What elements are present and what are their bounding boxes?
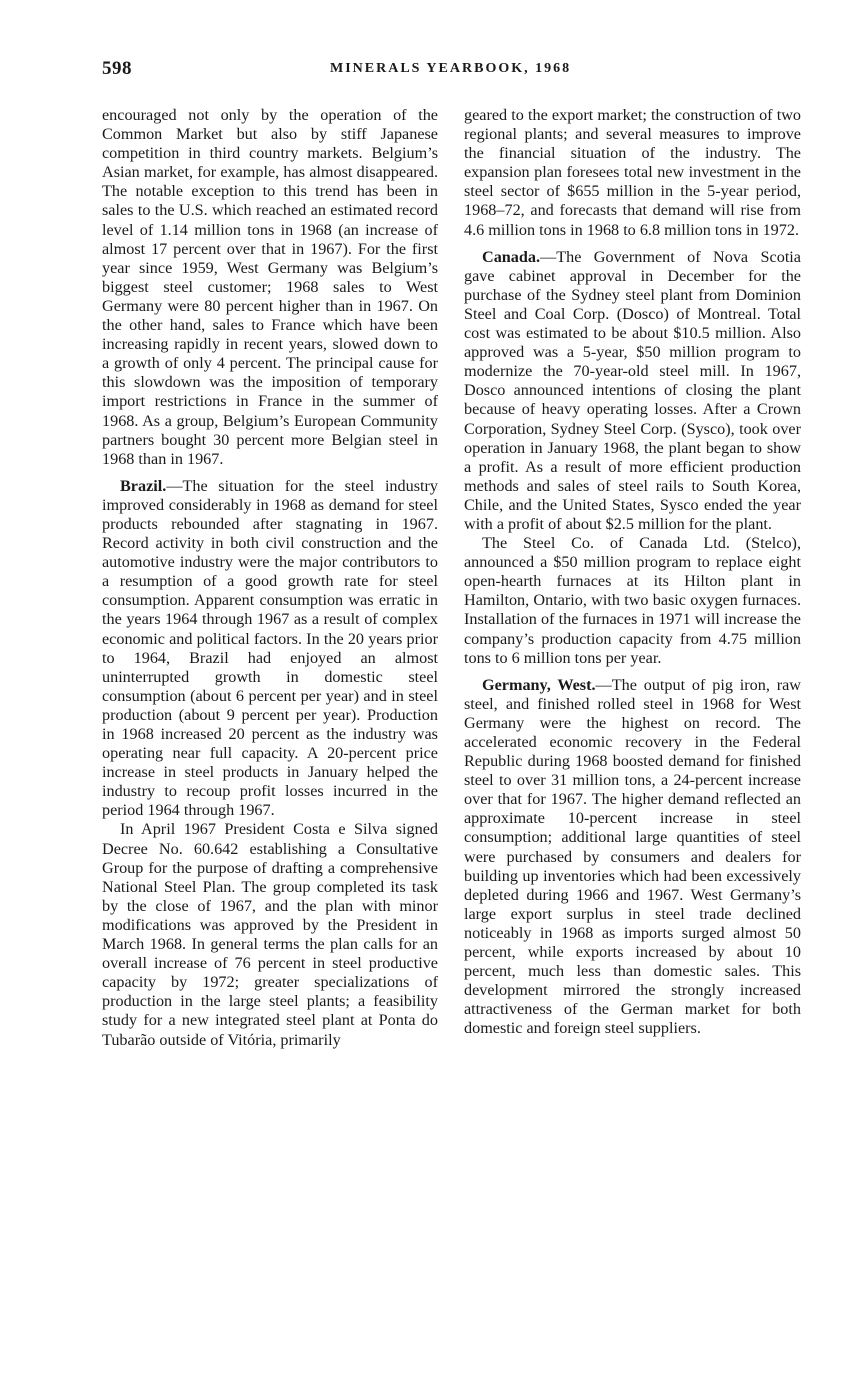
paragraph-brazil-text: —The situation for the steel industry improved considerably in 1968 as demand for steel products rebounded after stagnating in 1967. Record activity in both civil construction and the automotive industry were the major contributors to a resumption of a good growth rate for steel consumption. Apparent consumption was erratic in the years 1964 through 1967 as a result of complex economic and political factors. In the 20 years prior to 1964, Brazil had enjoyed an almost uninterrupted growth in domestic steel consumption (about 6 percent per year) and in steel production (about 9 percent per year). Production in 1968 increased 20 percent as the industry was operating near full capacity. A 20-percent price increase in steel products in January helped the industry to recoup profit losses incurred in the period 1964 through 1967. <box>102 476 438 820</box>
left-column <box>102 106 438 1050</box>
section-heading-canada: Canada. <box>482 247 541 266</box>
paragraph-stelco: The Steel Co. of Canada Ltd. (Stelco), announced a $50 million program to replace eight open-hearth furnaces at its Hilton plant in Hamilton, Ontario, with two basic oxygen furnaces. Installation of the furnaces in 1971 will increase the company’s production capacity from 4.75 million tons to 6 million tons per year. <box>464 534 801 667</box>
paragraph-germany-west-text: —The output of pig iron, raw steel, and finished rolled steel in 1968 for West Germany were the highest on record. The accelerated economic recovery in the Federal Republic during 1968 boosted demand for finished steel to over 31 million tons, a 24-percent increase over that for 1967. The higher demand reflected an approximate 10-percent increase in steel consumption; additional large quantities of steel were purchased by consumers and dealers for building up inventories which had been excessively depleted during 1966 and 1967. West Germany’s large export surplus in steel trade declined noticeably in 1968 as imports surged almost 50 percent, while exports increased by about 10 percent, much less than domestic sales. This development mirrored the strongly increased attractiveness of the German market for both domestic and foreign steel suppliers. <box>464 675 801 1038</box>
section-heading-brazil: Brazil. <box>120 476 167 495</box>
paragraph-brazil-continued: geared to the export market; the construction of two regional plants; and several measures to improve the financial situation of the industry. The expansion plan foresees total new investment in the steel sector of $655 million in the 5-year period, 1968–72, and forecasts that demand will rise from 4.6 million tons in 1968 to 6.8 million tons in 1972. <box>464 106 801 239</box>
page-header <box>102 58 802 82</box>
right-column <box>464 106 801 1039</box>
running-title: MINERALS YEARBOOK, 1968 <box>330 61 572 76</box>
section-heading-germany-west: Germany, West. <box>482 675 596 694</box>
paragraph-canada-text: —The Government of Nova Scotia gave cabinet approval in December for the purchase of the Sydney steel plant from Dominion Steel and Coal Corp. (Dosco) of Montreal. Total cost was estimated to be about $10.5 million. Also approved was a 5-year, $50 million program to modernize the 70-year-old steel mill. In 1967, Dosco announced intentions of closing the plant because of heavy operating losses. After a Crown Corporation, Sydney Steel Corp. (Sysco), took over operation in January 1968, the plant began to show a profit. As a result of more efficient production methods and sales of steel rails to South Korea, Chile, and the United States, Sysco ended the year with a profit of about $2.5 million for the plant. <box>464 247 801 533</box>
page-number: 598 <box>102 58 132 79</box>
paragraph-belgium-continued: encouraged not only by the operation of the Common Market but also by stiff Japanese competition in third country markets. Belgium’s Asian market, for example, has almost disappeared. The notable exception to this trend has been in sales to the U.S. which reached an estimated record level of 1.14 million tons in 1968 (an increase of almost 17 percent over that in 1967). For the first year since 1959, West Germany was Belgium’s biggest steel customer; 1968 sales to West Germany were 80 percent higher than in 1967. On the other hand, sales to France which have been increasing rapidly in recent years, slowed down to a growth of only 4 percent. The principal cause for this slowdown was the imposition of temporary import restrictions in France in the summer of 1968. As a group, Belgium’s European Community partners bought 30 percent more Belgian steel in 1968 than in 1967. <box>102 106 438 468</box>
paragraph-brazil <box>102 477 438 821</box>
paragraph-canada <box>464 248 801 534</box>
paragraph-brazil-plan: In April 1967 President Costa e Silva signed Decree No. 60.642 establishing a Consultative Group for the purpose of drafting a comprehensive National Steel Plan. The group completed its task by the close of 1967, and the plan with minor modifications was approved by the President in March 1968. In general terms the plan calls for an overall increase of 76 percent in steel productive capacity by 1972; greater specializations of production in the large steel plants; a feasibility study for a new integrated steel plant at Ponta do Tubarão outside of Vitória, primarily <box>102 820 438 1049</box>
paragraph-germany-west <box>464 676 801 1039</box>
